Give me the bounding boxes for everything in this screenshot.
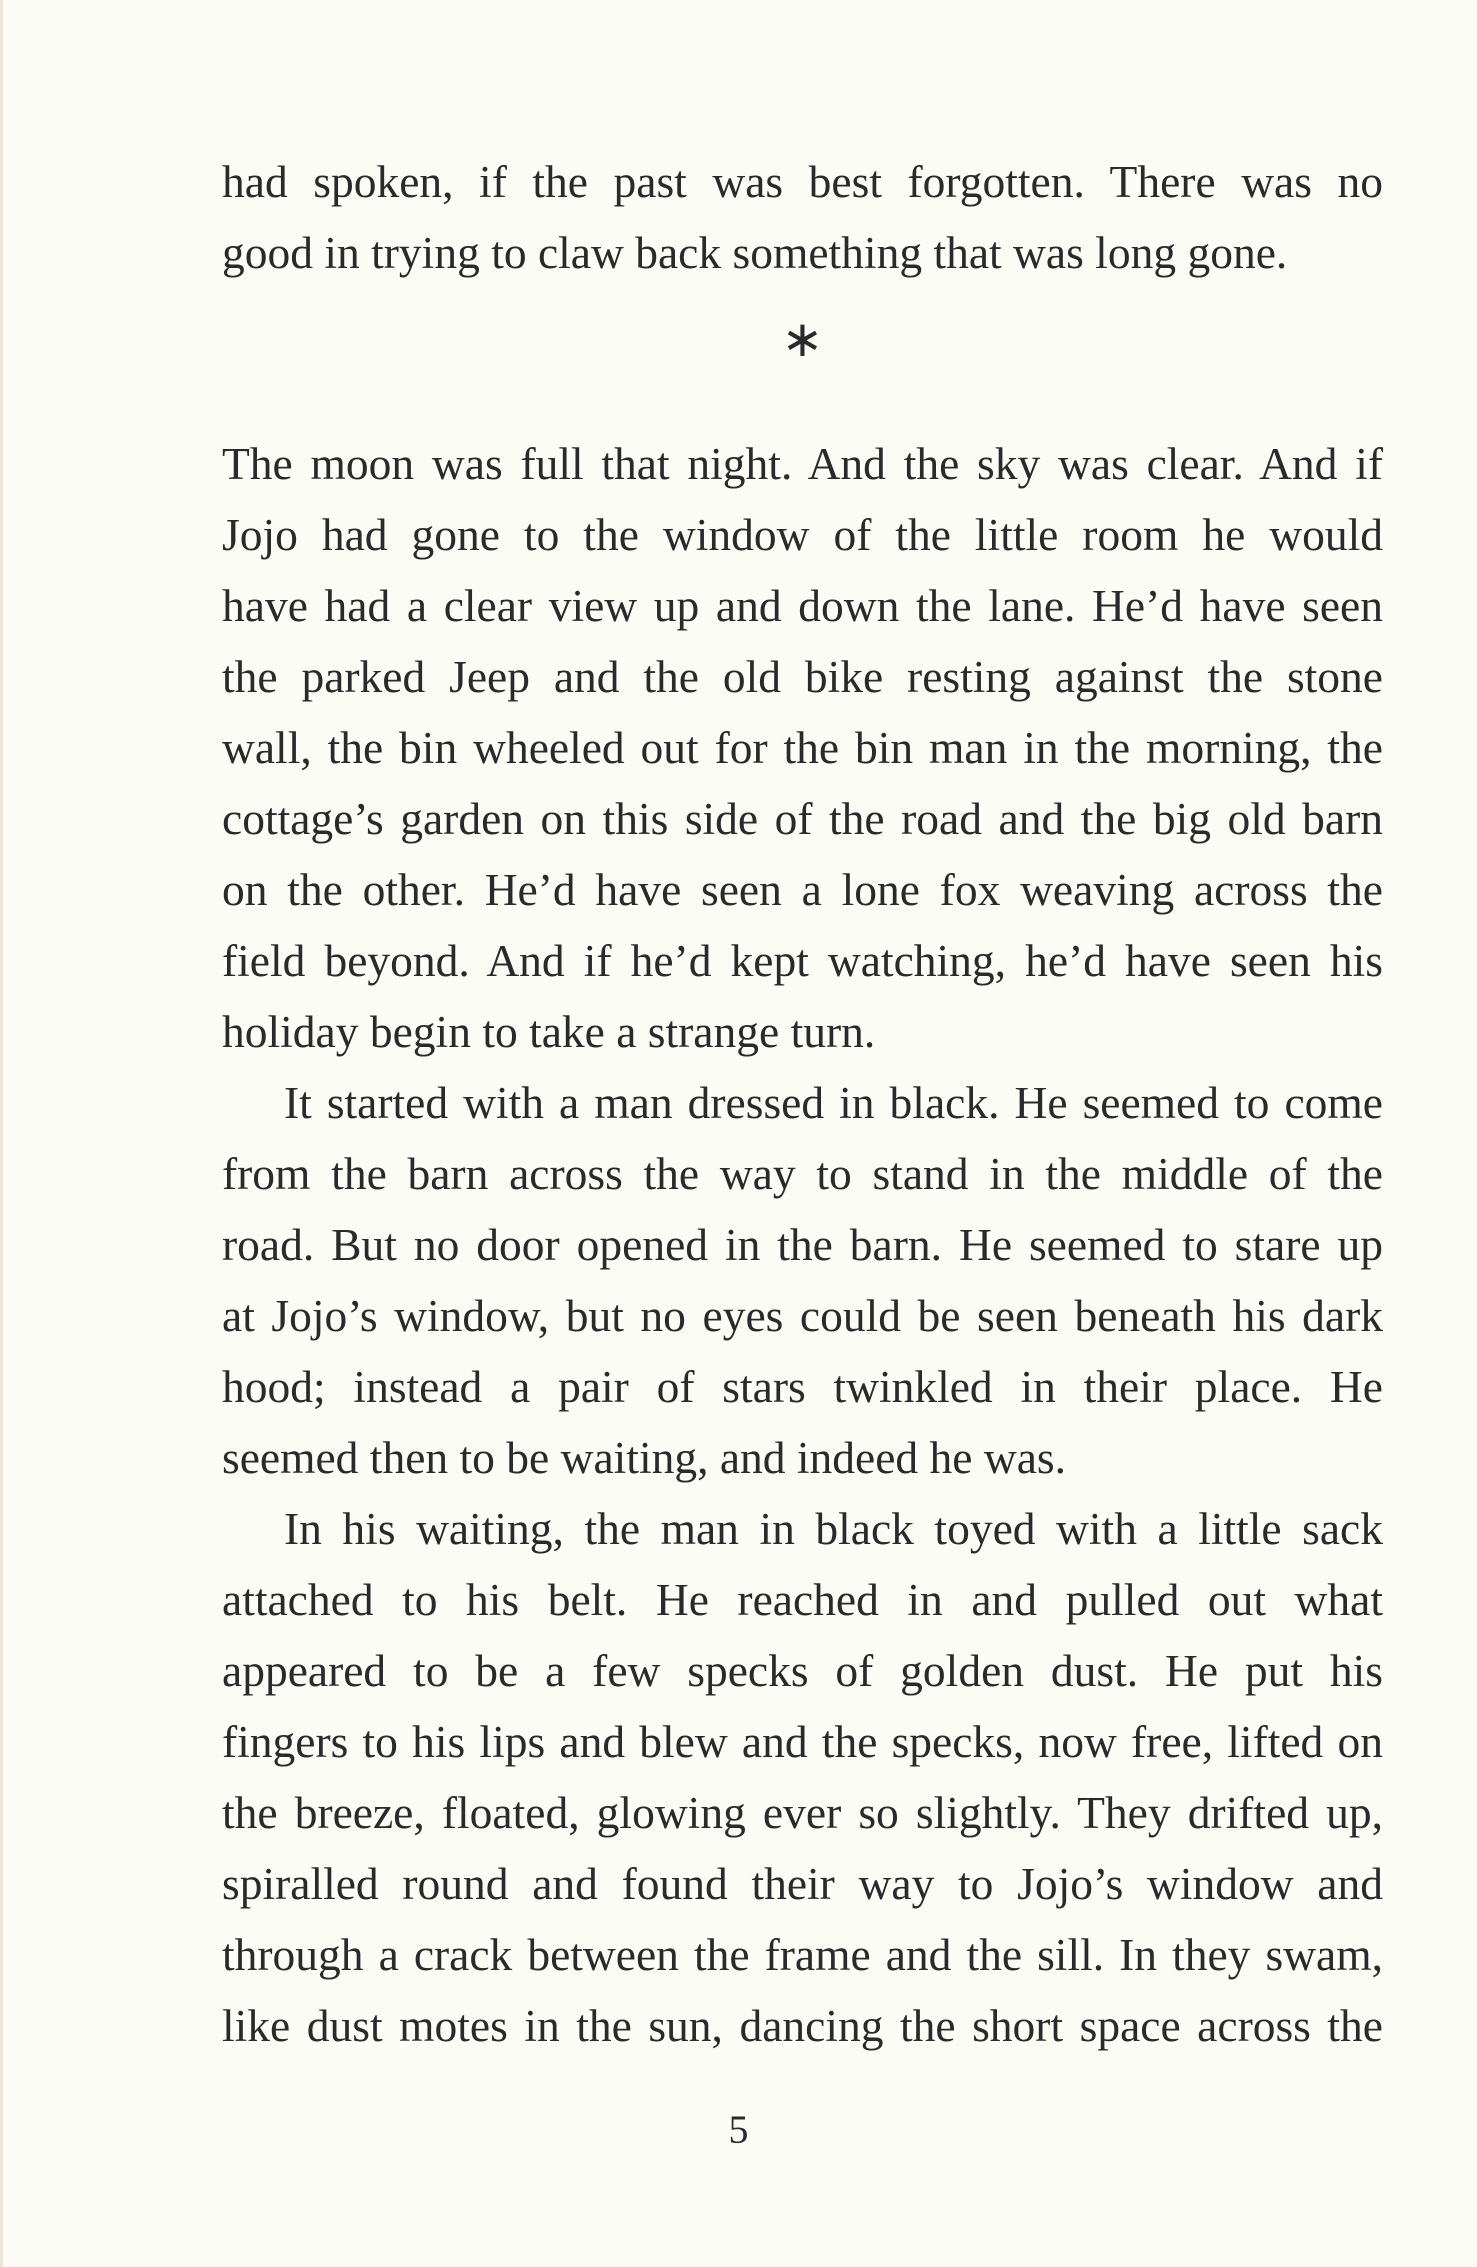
text-line: The moon was full that night. And the sky was clear. And if — [222, 438, 1383, 489]
text-line: field beyond. And if he’d kept watching, he’d have seen his — [222, 935, 1383, 986]
text-line: hood; instead a pair of stars twinkled in their place. He — [222, 1361, 1383, 1412]
text-line: wall, the bin wheeled out for the bin man in the morning, the — [222, 722, 1383, 773]
text-line: had spoken, if the past was best forgotten. There was no — [222, 156, 1383, 207]
text-line: In his waiting, the man in black toyed with a little sack — [284, 1503, 1383, 1554]
text-line: from the barn across the way to stand in the middle of the — [222, 1148, 1383, 1199]
text-line: at Jojo’s window, but no eyes could be seen beneath his dark — [222, 1290, 1383, 1341]
text-line: the breeze, floated, glowing ever so slightly. They drifted up, — [222, 1787, 1383, 1838]
section-separator — [222, 288, 1383, 428]
text-line: through a crack between the frame and the sill. In they swam, — [222, 1929, 1383, 1980]
paragraph — [222, 1067, 1383, 1493]
text-line: road. But no door opened in the barn. He seemed to stare up — [222, 1219, 1383, 1270]
page-number: 5 — [728, 2107, 749, 2152]
paragraph — [222, 146, 1383, 288]
text-line: appeared to be a few specks of golden dust. He put his — [222, 1645, 1383, 1696]
text-line: holiday begin to take a strange turn. — [222, 1006, 876, 1057]
text-line: the parked Jeep and the old bike resting against the stone — [222, 651, 1383, 702]
text-line: have had a clear view up and down the lane. He’d have seen — [222, 580, 1383, 631]
text-line: seemed then to be waiting, and indeed he was. — [222, 1432, 1067, 1483]
paragraph — [222, 1493, 1383, 2061]
text-line: spiralled round and found their way to Jojo’s window and — [222, 1858, 1383, 1909]
text-line: Jojo had gone to the window of the little room he would — [222, 509, 1383, 560]
asterisk-icon: ∗ — [781, 310, 824, 368]
text-line: cottage’s garden on this side of the road and the big old barn — [222, 793, 1383, 844]
page-edge — [0, 0, 3, 2267]
text-line: like dust motes in the sun, dancing the short space across the — [222, 2000, 1383, 2051]
text-line: attached to his belt. He reached in and pulled out what — [222, 1574, 1383, 1625]
text-line: It started with a man dressed in black. He seemed to come — [284, 1077, 1383, 1128]
text-line: good in trying to claw back something that was long gone. — [222, 227, 1288, 278]
paragraph — [222, 428, 1383, 1067]
text-line: on the other. He’d have seen a lone fox weaving across the — [222, 864, 1383, 915]
text-line: fingers to his lips and blew and the specks, now free, lifted on — [222, 1716, 1383, 1767]
body-text — [222, 146, 1383, 2061]
